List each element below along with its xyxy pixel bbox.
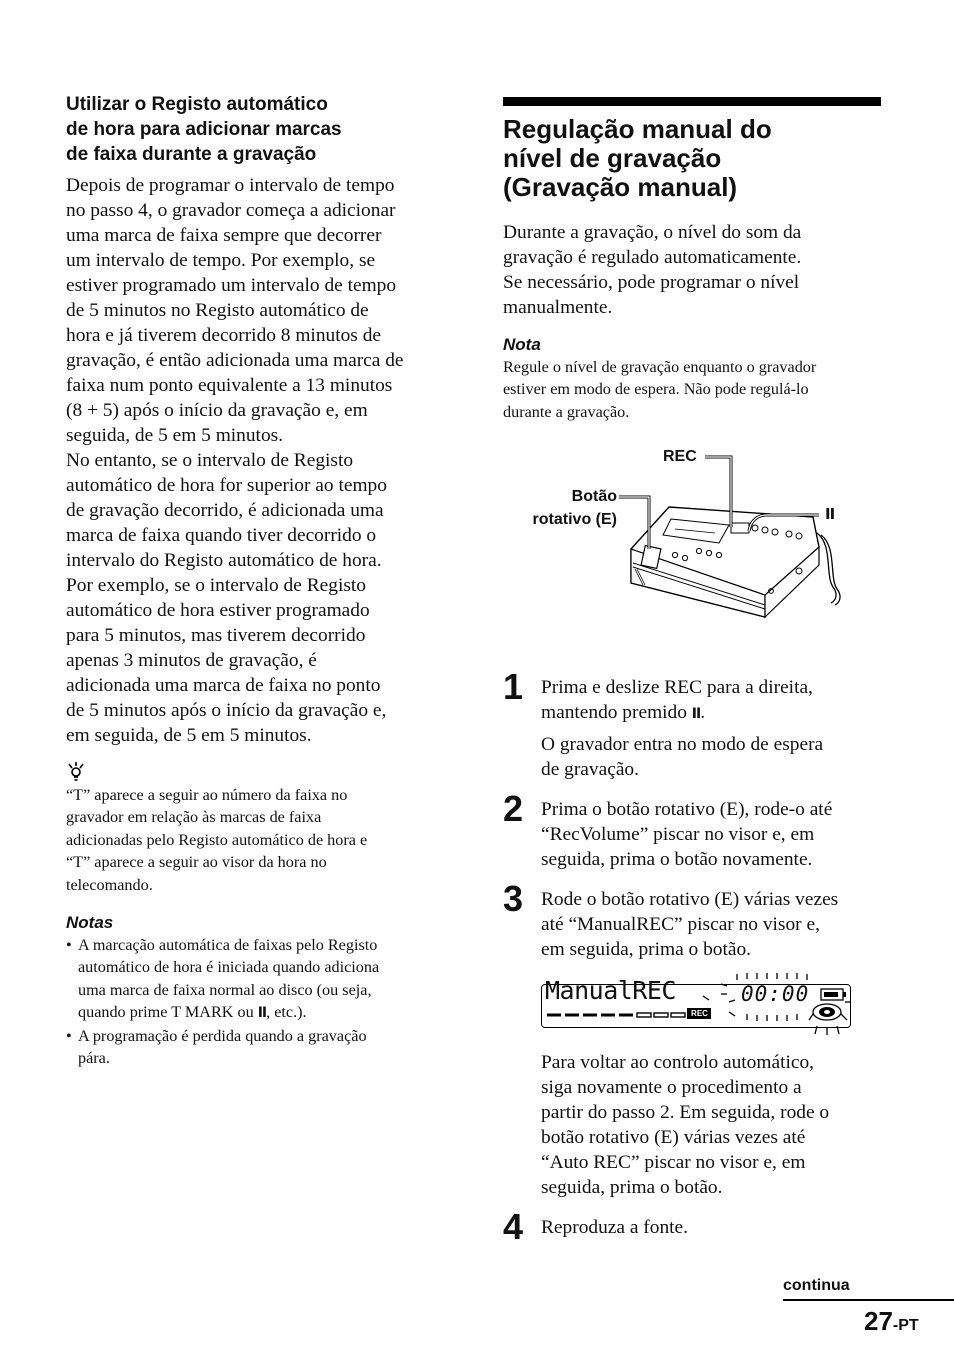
lcd-mode-text: ManualREC xyxy=(545,976,676,1006)
text-line: seguida, prima o botão novamente. xyxy=(541,849,813,871)
left-column xyxy=(66,92,444,1069)
text-line: gravador em relação às marcas de faixa xyxy=(66,808,322,827)
bullet: • xyxy=(66,1026,72,1045)
text-line: seguida, de 5 em 5 minutos. xyxy=(66,425,284,446)
label-rec: REC xyxy=(663,448,697,466)
right-column xyxy=(503,97,881,1248)
text-line: Reproduza a fonte. xyxy=(541,1217,688,1239)
text-line: gravação, é então adicionada uma marca de xyxy=(66,350,404,371)
text-line: rotativo (E) xyxy=(532,511,617,529)
text-line: botão rotativo (E) várias vezes até xyxy=(541,1127,806,1149)
text-line: adicionada uma marca de faixa no ponto xyxy=(66,675,381,696)
text-line: marca de faixa quando tiver decorrido o xyxy=(66,525,377,546)
text-line: Regule o nível de gravação enquanto o gravador xyxy=(503,358,817,376)
text-line: adicionadas pelo Registo automático de hora e xyxy=(66,830,368,849)
text-line: , etc.). xyxy=(266,1003,307,1022)
text-line: Por exemplo, se o intervalo de Registo xyxy=(66,575,366,596)
text-line: O gravador entra no modo de espera xyxy=(541,734,824,756)
heading-line: Utilizar o Registo automático xyxy=(66,94,328,115)
text-line: mantendo premido xyxy=(541,702,692,724)
text-line: em seguida, prima o botão. xyxy=(541,939,752,961)
text-line: gravação é regulado automaticamente. xyxy=(503,247,802,268)
page-title xyxy=(503,115,881,202)
text-line: até “ManualREC” piscar no visor e, xyxy=(541,914,820,936)
text-line: um intervalo de tempo. Por exemplo, se xyxy=(66,250,376,271)
text-line: pára. xyxy=(78,1049,110,1068)
text-line: estiver em modo de espera. Não pode regulá-lo xyxy=(503,380,809,399)
continue-marker xyxy=(783,1277,954,1301)
page-number-value: 27 xyxy=(864,1306,893,1336)
lcd-rec-badge: REC xyxy=(691,1009,708,1019)
text-line: de gravação. xyxy=(541,759,639,781)
pause-icon: II xyxy=(691,706,701,723)
pause-icon: II xyxy=(257,1005,267,1022)
continua-rule xyxy=(783,1299,954,1301)
paragraph-1 xyxy=(66,173,444,448)
text-line: “T” aparece a seguir ao visor da hora no xyxy=(66,853,327,872)
text-line: Se necessário, pode programar o nível xyxy=(503,272,800,293)
text-line: Depois de programar o intervalo de tempo xyxy=(66,175,395,196)
title-line: nível de gravação xyxy=(503,143,722,173)
list-item xyxy=(66,1025,444,1070)
heading-line: de hora para adicionar marcas xyxy=(66,119,342,140)
paragraph-2 xyxy=(66,448,444,748)
text-line: Para voltar ao controlo automático, xyxy=(541,1052,814,1074)
label-knob xyxy=(517,485,617,531)
device-figure xyxy=(503,435,881,665)
text-line: intervalo do Registo automático de hora. xyxy=(66,550,382,571)
step-4 xyxy=(503,1206,881,1248)
step-number: 4 xyxy=(503,1206,524,1248)
text-line: (8 + 5) após o início da gravação e, em xyxy=(66,400,368,421)
text-line: “RecVolume” piscar no visor e, em xyxy=(541,824,815,846)
text-line: siga novamente o procedimento a xyxy=(541,1077,802,1099)
text-line: automático de hora for superior ao tempo xyxy=(66,475,387,496)
text-line: uma marca de faixa normal ao disco (ou seja, xyxy=(78,980,372,999)
text-line: automático de hora é iniciada quando adiciona xyxy=(78,958,380,977)
text-line: no passo 4, o gravador começa a adicionar xyxy=(66,200,396,221)
text-line: Botão xyxy=(571,488,617,506)
heading-line: de faixa durante a gravação xyxy=(66,144,317,165)
md-recorder-illustration xyxy=(503,435,881,665)
text-line: automático de hora estiver programado xyxy=(66,600,370,621)
text-line: de 5 minutos no Registo automático de xyxy=(66,300,369,321)
text-line: para 5 minutos, mas tiverem decorrido xyxy=(66,625,366,646)
label-pause-icon: II xyxy=(825,505,835,524)
text-line: A programação é perdida quando a gravação xyxy=(78,1026,367,1045)
text-line: Durante a gravação, o nível do som da xyxy=(503,222,802,243)
text-line: em seguida, de 5 em 5 minutos. xyxy=(66,725,312,746)
text-line: Prima o botão rotativo (E), rode-o até xyxy=(541,799,833,821)
text-line: “Auto REC” piscar no visor e, em xyxy=(541,1152,806,1174)
text-line: apenas 3 minutos de gravação, é xyxy=(66,650,317,671)
bullet: • xyxy=(66,936,72,955)
tip-text xyxy=(66,784,444,896)
text-line: de gravação decorrido, é adicionada uma xyxy=(66,500,384,521)
step-2 xyxy=(503,788,881,872)
tip-lightbulb-icon xyxy=(66,762,444,784)
step-number: 1 xyxy=(503,666,524,708)
title-line: Regulação manual do xyxy=(503,114,772,144)
step-1 xyxy=(503,666,881,782)
text-line: partir do passo 2. Em seguida, rode o xyxy=(541,1102,830,1124)
section-heading xyxy=(66,92,444,167)
title-line: (Gravação manual) xyxy=(503,172,738,202)
step-3 xyxy=(503,878,881,1200)
title-rule xyxy=(503,97,881,106)
intro-paragraph xyxy=(503,220,881,320)
text-line: Prima e deslize REC para a direita, xyxy=(541,677,813,699)
text-line: Rode o botão rotativo (E) várias vezes xyxy=(541,889,839,911)
text-line: quando prime T MARK ou xyxy=(78,1003,258,1022)
lcd-time: 00:00 xyxy=(741,982,810,1007)
text-line: de 5 minutos após o início da gravação e, xyxy=(66,700,387,721)
text-punct: . xyxy=(700,702,706,724)
list-item xyxy=(66,934,444,1025)
text-line: estiver programado um intervalo de tempo xyxy=(66,275,397,296)
page-number xyxy=(864,1306,919,1337)
notes-heading: Notas xyxy=(66,913,114,933)
text-line: seguida, prima o botão. xyxy=(541,1177,723,1199)
text-line: telecomando. xyxy=(66,875,153,894)
text-line: A marcação automática de faixas pelo Registo xyxy=(78,936,378,955)
lcd-display xyxy=(541,972,851,1036)
step-number: 3 xyxy=(503,878,524,920)
notes-list xyxy=(66,934,444,1069)
text-line: faixa num ponto equivalente a 13 minutos xyxy=(66,375,393,396)
text-line: uma marca de faixa sempre que decorrer xyxy=(66,225,382,246)
lightbulb-icon xyxy=(66,762,86,782)
step-number: 2 xyxy=(503,788,524,830)
note-heading: Nota xyxy=(503,335,541,354)
note-text xyxy=(503,356,881,423)
text-line: No entanto, se o intervalo de Registo xyxy=(66,450,354,471)
text-line: manualmente. xyxy=(503,297,613,318)
text-line: hora e já tiverem decorrido 8 minutos de xyxy=(66,325,381,346)
text-line: “T” aparece a seguir ao número da faixa no xyxy=(66,786,348,804)
continua-label: continua xyxy=(783,1277,850,1294)
page-number-suffix: -PT xyxy=(892,1317,919,1334)
text-line: durante a gravação. xyxy=(503,402,630,421)
